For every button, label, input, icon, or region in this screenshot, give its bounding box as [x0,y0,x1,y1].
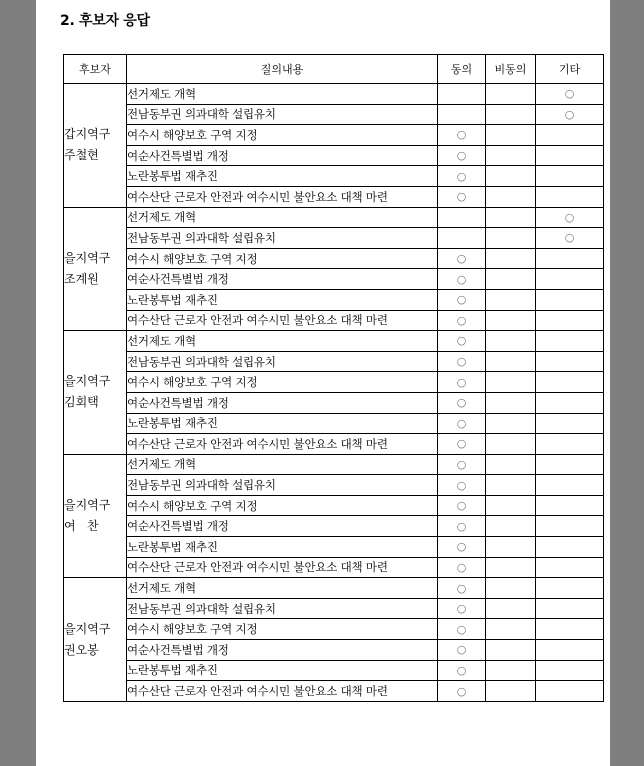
other-cell [536,351,604,372]
response-circle-mark: ○ [456,643,467,657]
response-circle-mark: ○ [564,210,575,224]
table-row [64,145,604,166]
other-cell [536,578,604,599]
disagree-cell [486,289,536,310]
question-cell: 노란봉투법 재추진 [127,166,438,187]
question-cell: 노란봉투법 재추진 [127,537,438,558]
disagree-cell [486,125,536,146]
other-cell [536,125,604,146]
disagree-cell [486,660,536,681]
other-cell [536,289,604,310]
table-row [64,207,604,228]
table-row [64,186,604,207]
other-cell [536,516,604,537]
agree-cell [438,145,486,166]
response-circle-mark: ○ [564,87,575,101]
candidate-name: 여 찬 [64,518,99,533]
disagree-cell [486,372,536,393]
agree-cell [438,84,486,105]
disagree-cell [486,84,536,105]
header-other: 기타 [536,55,604,84]
agree-cell [438,372,486,393]
disagree-cell [486,537,536,558]
table-row [64,104,604,125]
table-row [64,84,604,105]
response-circle-mark: ○ [456,252,467,266]
candidate-district: 을지역구 [64,250,111,265]
section-heading: 2. 후보자 응답 [60,13,150,29]
disagree-cell [486,454,536,475]
agree-cell [438,125,486,146]
candidate-name: 조계원 [64,271,99,286]
question-cell: 여순사건특별법 개정 [127,269,438,290]
table-row [64,289,604,310]
agree-cell [438,598,486,619]
agree-cell [438,310,486,331]
question-cell: 여순사건특별법 개정 [127,516,438,537]
other-cell [536,166,604,187]
table-row [64,228,604,249]
agree-cell [438,578,486,599]
disagree-cell [486,331,536,352]
table-body [64,84,604,702]
table-row [64,578,604,599]
candidate-cell [64,207,127,331]
agree-cell [438,392,486,413]
disagree-cell [486,434,536,455]
disagree-cell [486,351,536,372]
document-page [36,0,610,766]
table-row [64,310,604,331]
disagree-cell [486,310,536,331]
other-cell [536,434,604,455]
disagree-cell [486,681,536,702]
candidate-district: 을지역구 [64,374,111,389]
header-question: 질의내용 [127,55,438,84]
question-cell: 여순사건특별법 개정 [127,392,438,413]
other-cell [536,619,604,640]
candidate-cell [64,84,127,208]
agree-cell [438,454,486,475]
disagree-cell [486,392,536,413]
disagree-cell [486,104,536,125]
table-row [64,598,604,619]
agree-cell [438,434,486,455]
other-cell [536,660,604,681]
agree-cell [438,475,486,496]
table-row [64,392,604,413]
table-row [64,372,604,393]
question-cell: 노란봉투법 재추진 [127,289,438,310]
agree-cell [438,104,486,125]
other-cell [536,454,604,475]
question-cell: 여수산단 근로자 안전과 여수시민 불안요소 대책 마련 [127,186,438,207]
disagree-cell [486,207,536,228]
disagree-cell [486,269,536,290]
response-circle-mark: ○ [456,375,467,389]
other-cell [536,372,604,393]
response-circle-mark: ○ [456,149,467,163]
candidate-name: 권오봉 [64,642,99,657]
response-circle-mark: ○ [456,128,467,142]
other-cell [536,228,604,249]
question-cell: 전남동부권 의과대학 설립유치 [127,598,438,619]
table-row [64,331,604,352]
candidate-district: 을지역구 [64,621,111,636]
response-circle-mark: ○ [456,457,467,471]
response-circle-mark: ○ [456,396,467,410]
other-cell [536,537,604,558]
other-cell [536,495,604,516]
agree-cell [438,495,486,516]
disagree-cell [486,248,536,269]
disagree-cell [486,557,536,578]
question-cell: 전남동부권 의과대학 설립유치 [127,475,438,496]
question-cell: 선거제도 개혁 [127,454,438,475]
response-circle-mark: ○ [456,355,467,369]
disagree-cell [486,598,536,619]
table-row [64,434,604,455]
other-cell [536,104,604,125]
agree-cell [438,289,486,310]
question-cell: 여수산단 근로자 안전과 여수시민 불안요소 대책 마련 [127,310,438,331]
agree-cell [438,640,486,661]
other-cell [536,413,604,434]
other-cell [536,640,604,661]
table-row [64,660,604,681]
disagree-cell [486,640,536,661]
candidate-cell [64,331,127,455]
other-cell [536,331,604,352]
other-cell [536,392,604,413]
table-row [64,475,604,496]
other-cell [536,269,604,290]
question-cell: 노란봉투법 재추진 [127,660,438,681]
question-cell: 여수산단 근로자 안전과 여수시민 불안요소 대책 마련 [127,557,438,578]
question-cell: 여수시 해양보호 구역 지정 [127,619,438,640]
response-circle-mark: ○ [456,272,467,286]
candidate-cell [64,454,127,578]
table-row [64,537,604,558]
table-row [64,125,604,146]
response-circle-mark: ○ [456,684,467,698]
response-circle-mark: ○ [456,293,467,307]
question-cell: 여수시 해양보호 구역 지정 [127,248,438,269]
table-row [64,454,604,475]
table-row [64,351,604,372]
disagree-cell [486,578,536,599]
other-cell [536,681,604,702]
disagree-cell [486,145,536,166]
question-cell: 여수시 해양보호 구역 지정 [127,125,438,146]
table-row [64,640,604,661]
response-circle-mark: ○ [456,663,467,677]
response-circle-mark: ○ [456,560,467,574]
other-cell [536,207,604,228]
header-candidate: 후보자 [64,55,127,84]
question-cell: 전남동부권 의과대학 설립유치 [127,104,438,125]
question-cell: 선거제도 개혁 [127,207,438,228]
table-row [64,269,604,290]
agree-cell [438,331,486,352]
response-circle-mark: ○ [456,416,467,430]
agree-cell [438,619,486,640]
question-cell: 노란봉투법 재추진 [127,413,438,434]
agree-cell [438,516,486,537]
disagree-cell [486,413,536,434]
other-cell [536,475,604,496]
response-circle-mark: ○ [456,540,467,554]
agree-cell [438,413,486,434]
agree-cell [438,557,486,578]
agree-cell [438,269,486,290]
disagree-cell [486,228,536,249]
other-cell [536,84,604,105]
question-cell: 여수시 해양보호 구역 지정 [127,372,438,393]
table-header-row [64,55,604,84]
table-row [64,681,604,702]
agree-cell [438,228,486,249]
response-circle-mark: ○ [456,622,467,636]
table-row [64,166,604,187]
response-circle-mark: ○ [564,231,575,245]
other-cell [536,598,604,619]
other-cell [536,557,604,578]
table-row [64,248,604,269]
response-circle-mark: ○ [456,581,467,595]
question-cell: 여수시 해양보호 구역 지정 [127,495,438,516]
header-disagree: 비동의 [486,55,536,84]
disagree-cell [486,475,536,496]
other-cell [536,186,604,207]
response-circle-mark: ○ [564,107,575,121]
response-circle-mark: ○ [456,313,467,327]
disagree-cell [486,166,536,187]
disagree-cell [486,619,536,640]
agree-cell [438,166,486,187]
question-cell: 여수산단 근로자 안전과 여수시민 불안요소 대책 마련 [127,681,438,702]
candidate-cell [64,578,127,702]
candidate-name: 주철현 [64,148,99,163]
disagree-cell [486,516,536,537]
question-cell: 전남동부권 의과대학 설립유치 [127,228,438,249]
header-agree: 동의 [438,55,486,84]
response-circle-mark: ○ [456,190,467,204]
response-circle-mark: ○ [456,519,467,533]
question-cell: 선거제도 개혁 [127,578,438,599]
response-circle-mark: ○ [456,334,467,348]
table-row [64,557,604,578]
table-row [64,516,604,537]
candidate-district: 을지역구 [64,497,111,512]
other-cell [536,145,604,166]
response-circle-mark: ○ [456,602,467,616]
response-circle-mark: ○ [456,499,467,513]
response-circle-mark: ○ [456,437,467,451]
candidate-response-table [63,54,604,702]
question-cell: 선거제도 개혁 [127,84,438,105]
candidate-name: 김회택 [64,395,99,410]
agree-cell [438,537,486,558]
agree-cell [438,660,486,681]
agree-cell [438,681,486,702]
response-circle-mark: ○ [456,478,467,492]
table-row [64,413,604,434]
other-cell [536,310,604,331]
agree-cell [438,351,486,372]
agree-cell [438,186,486,207]
disagree-cell [486,495,536,516]
other-cell [536,248,604,269]
candidate-district: 갑지역구 [64,127,111,142]
question-cell: 전남동부권 의과대학 설립유치 [127,351,438,372]
table-row [64,619,604,640]
response-circle-mark: ○ [456,169,467,183]
agree-cell [438,248,486,269]
disagree-cell [486,186,536,207]
question-cell: 여수산단 근로자 안전과 여수시민 불안요소 대책 마련 [127,434,438,455]
question-cell: 여순사건특별법 개정 [127,145,438,166]
question-cell: 여순사건특별법 개정 [127,640,438,661]
agree-cell [438,207,486,228]
table-row [64,495,604,516]
question-cell: 선거제도 개혁 [127,331,438,352]
